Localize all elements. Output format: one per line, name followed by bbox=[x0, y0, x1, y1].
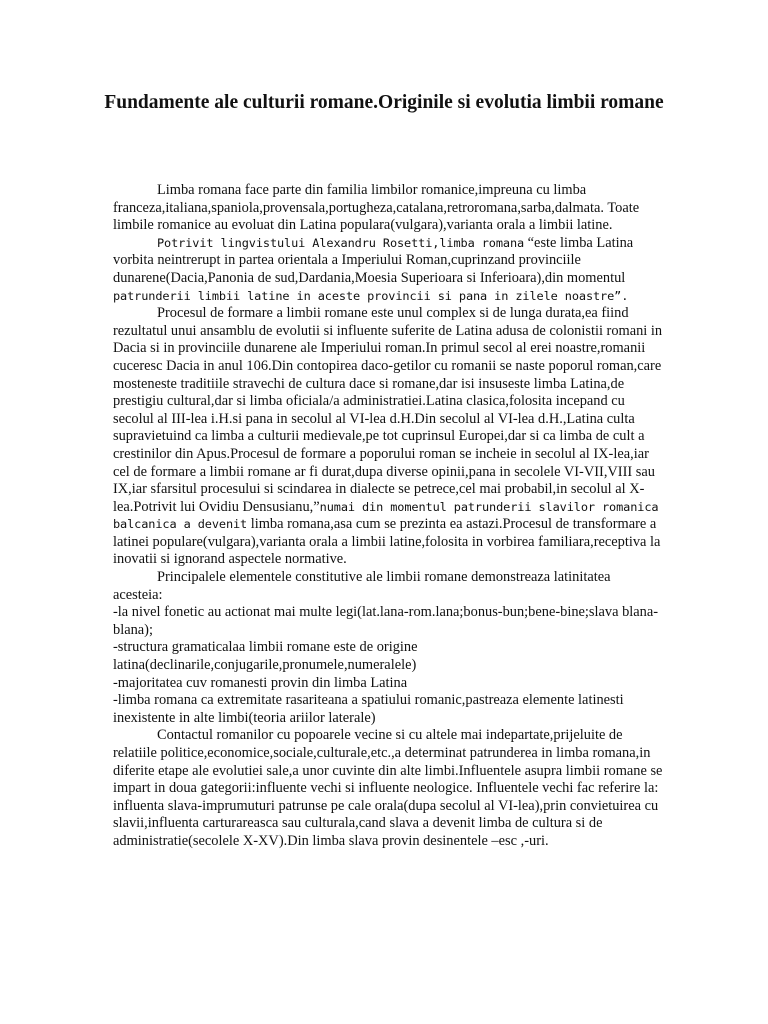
paragraph-romance-family: Limba romana face parte din familia limbilor romanice,impreuna cu limba franceza,italiana,spaniola,provensala,portugheza,catalana,retroromana,sarba,dalmata. Toate limbile romanice au evoluat din Latina populara(vulgara),varianta orala a limbii latine. bbox=[113, 182, 640, 234]
list-item-vocabulary: -majoritatea cuv romanesti provin din limba Latina bbox=[113, 674, 408, 691]
formation-process-end-text: limba romana,asa cum se prezinta ea astazi.Procesul de transformare a latinei populare(vulgara),varianta orala a limbii latine,folosita in vorbirea familiara,receptiva la inovatii si ignorand aspectele normative. bbox=[113, 516, 661, 568]
paragraph-neighbour-contacts: Contactul romanilor cu popoarele vecine si cu altele mai indepartate,prijeluite de relatiile politice,economice,sociale,culturale,etc.,a determinat patrunderea in limba romana,in diferite etape ale evolutiei sale,a unor cuvinte din alte limbi.Influentele asupra limbii romane se impart in doua gategorii:influente vechi si influente neologice. Influentele vechi fac referire la: bbox=[113, 727, 663, 797]
densusianu-quote-text: numai din momentul patrunderii slavilor romanica balcanica a devenit bbox=[113, 499, 659, 532]
document-body bbox=[113, 182, 663, 851]
paragraph-rosetti-quote bbox=[113, 235, 663, 305]
paragraph-slavic-influence: influenta slava-imprumuturi patrunse pe cale orala(dupa secolul al VI-lea),prin convietuirea cu slavii,influenta carturareasca sau culturala,cand slava a devenit limba de cultura si de administratie(secolele X-XV).Din limba slava provin desinentele –esc ,-uri. bbox=[113, 797, 659, 849]
rosetti-intro-text: Potrivit lingvistului Alexandru Rosetti,limba romana bbox=[157, 235, 525, 250]
rosetti-provinces-text: dunarene(Dacia,Panonia de sud,Dardania,Moesia Superioara si Inferioara),din momentul bbox=[113, 269, 626, 286]
list-item-grammar: -structura gramaticalaa limbii romane este de origine latina(declinarile,conjugarile,pronumele,numeralele) bbox=[113, 639, 418, 674]
rosetti-quote-text: “este limba Latina vorbita neintrerupt in partea orientala a Imperiului Roman,cuprinzand provinciile bbox=[113, 234, 634, 269]
paragraph-constitutive-elements: Principalele elementele constitutive ale limbii romane demonstreaza latinitatea acesteia: bbox=[113, 569, 611, 603]
list-item-phonetic: -la nivel fonetic au actionat mai multe legi(lat.lana-rom.lana;bonus-bun;bene-bine;slava blana-blana); bbox=[113, 604, 659, 638]
rosetti-quote-end-text: patrunderii limbii latine in aceste provincii si pana in zilele noastre”. bbox=[113, 288, 629, 303]
formation-process-text: Procesul de formare a limbii romane este unul complex si de lunga durata,ea fiind rezultatul unui ansamblu de evolutii si influente suferite de Latina adusa de colonistii romani in Dacia si in provinciile dunarene ale Imperiului roman.In primul secol al erei noastre,romanii cuceresc Dacia in anul 106.Din contopirea daco-getilor cu romanii se naste poporul roman,care mosteneste traditiile stravechi de cultura dace si romane,dar isi insuseste limba Latina,de prestigiu cultural,dar si limba oficiala/a administratiei.Latina clasica,folosita incepand cu secolul al III-lea i.H.si pana in secolul al VI-lea d.H.Din secolul al VI-lea d.H.,Latina culta supravietuind ca limba a culturii medievale,pe tot cuprinsul Europei,dar si ca limba de cult a crestinilor din Apus.Procesul de formare a poporului roman se incheie in secolul al IX-lea,iar cel de formare a limbii romane ar fi durat,dupa diverse opinii,pana in secolele VI-VII,VIII sau IX,iar sfarsitul procesului si scindarea in dialecte se petrece,cel mai probabil,in secolul al X-lea.Potrivit lui Ovidiu Densusianu,” bbox=[113, 305, 663, 515]
document-title: Fundamente ale culturii romane.Originile si evolutia limbii romane bbox=[104, 92, 664, 113]
paragraph-formation-process bbox=[113, 305, 663, 569]
list-item-lateral-areas: -limba romana ca extremitate rasariteana a spatiului romanic,pastreaza elemente latinesti inexistente in alte limbi(teoria ariilor laterale) bbox=[113, 692, 624, 726]
